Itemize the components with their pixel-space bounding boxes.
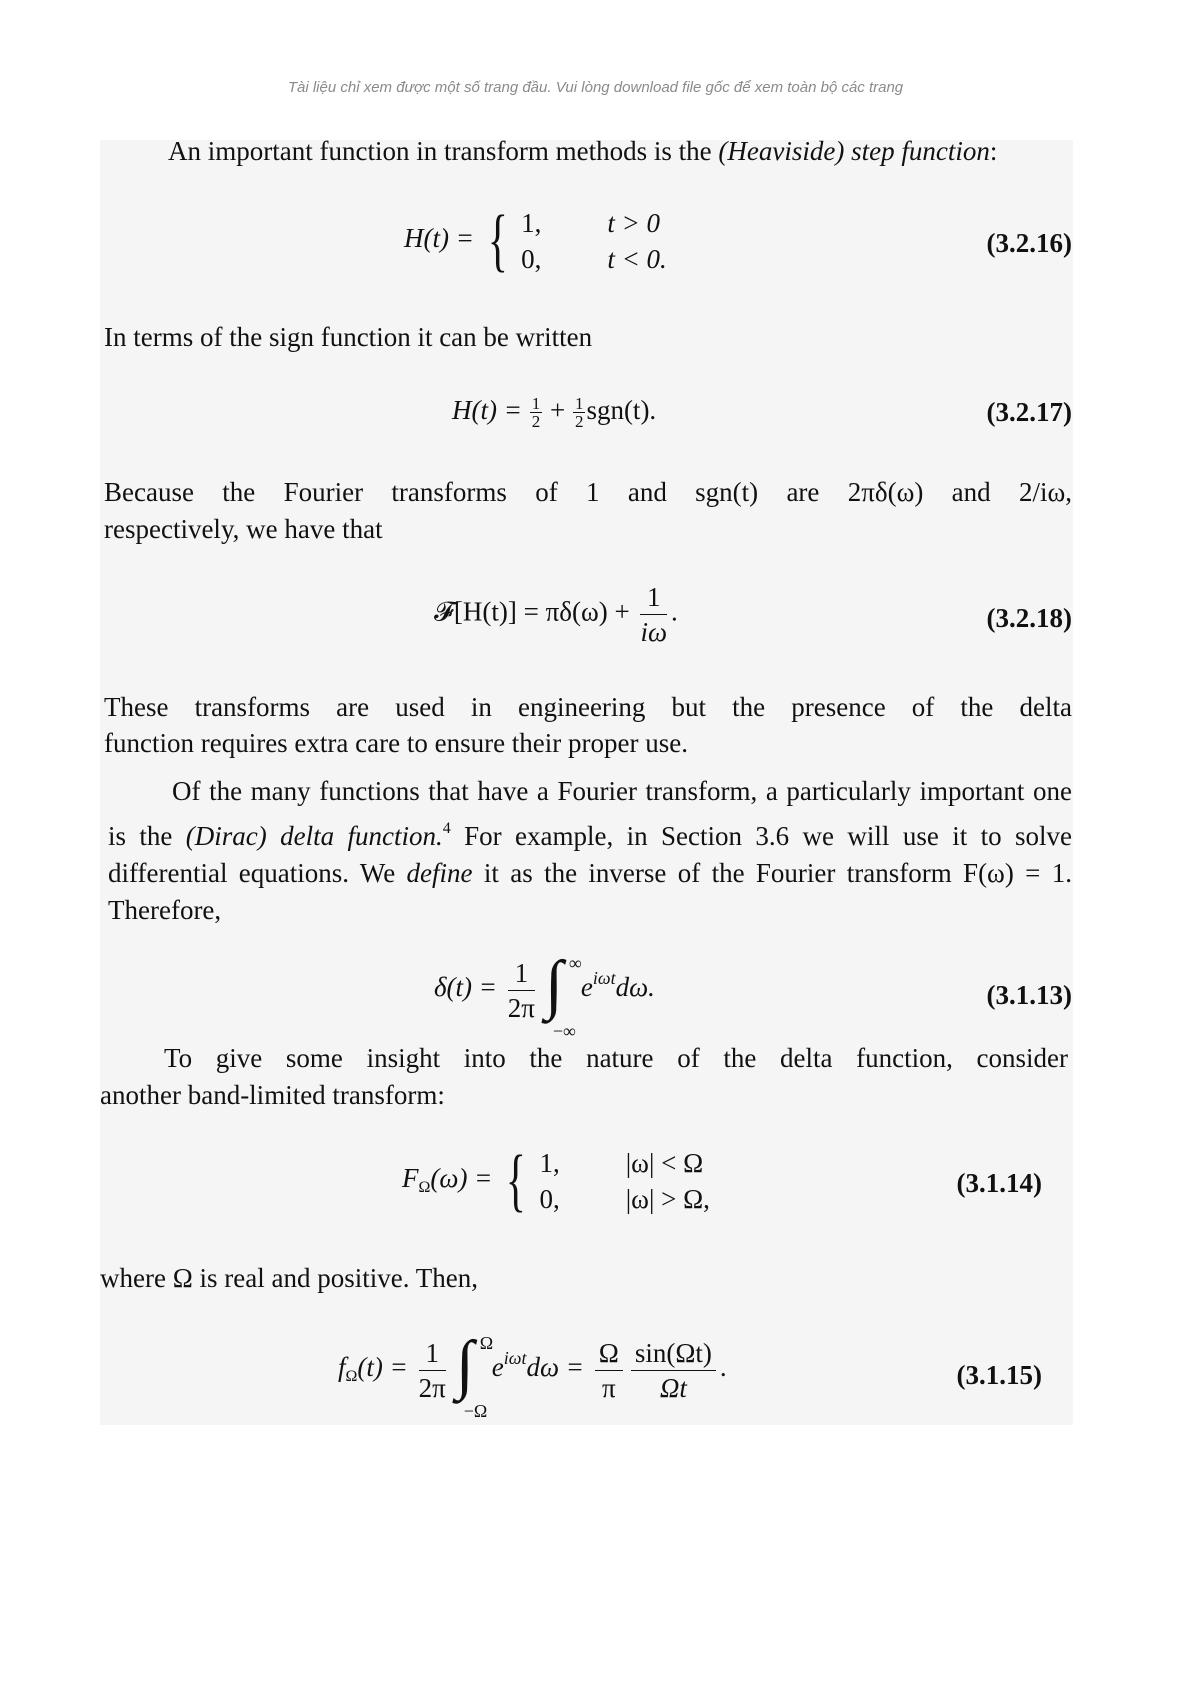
numerator: 1 <box>419 1336 446 1371</box>
numerator: Ω <box>595 1336 623 1371</box>
numerator: sin(Ωt) <box>631 1336 716 1371</box>
equation-number: (3.2.16) <box>986 228 1072 258</box>
paragraph-insight-cont <box>100 1077 1068 1114</box>
preview-notice: Tài liệu chỉ xem được một số trang đầu. Vui lòng download file gốc để xem toàn bộ các trang <box>287 79 904 96</box>
integrand: e <box>491 1352 504 1383</box>
cases <box>540 1145 728 1217</box>
numerator: 1 <box>508 956 535 991</box>
text: These transforms are used in engineering but the presence of the delta <box>104 692 1072 722</box>
integrand: e <box>580 972 593 1003</box>
eq-lhs: H(t) = <box>404 223 481 254</box>
fraction <box>631 1336 716 1405</box>
text: Because the Fourier transforms of 1 and sgn(t) are 2πδ(ω) and 2/iω, <box>104 477 1072 507</box>
subscript: Ω <box>418 1179 431 1197</box>
numerator: 1 <box>574 394 584 414</box>
eq-lhs: δ(t) = <box>434 972 504 1003</box>
text: For example, in Section 3.6 we will use it to solve differential equations. We <box>108 821 1072 888</box>
case-condition: t > 0 <box>607 208 661 238</box>
equation-3-1-13 <box>104 948 1072 1045</box>
term-dirac-delta: (Dirac) delta function. <box>185 821 443 851</box>
fraction-half <box>573 395 586 430</box>
paragraph-omega <box>100 1260 1068 1297</box>
eq-lhs: F <box>402 1163 419 1194</box>
equation-3-2-16 <box>104 202 1072 285</box>
equation-number: (3.2.18) <box>986 603 1072 633</box>
cases <box>521 205 685 277</box>
denominator: 2π <box>507 992 535 1023</box>
lower-limit: −∞ <box>552 1021 576 1041</box>
period: . <box>671 596 678 627</box>
equation-number: (3.1.13) <box>986 980 1072 1010</box>
eq-lhs: (ω) = <box>430 1163 500 1194</box>
paragraph-fourier-transforms-cont <box>104 511 1072 548</box>
emphasis-define: define <box>406 858 473 888</box>
integral <box>450 1328 494 1421</box>
case-condition: |ω| > Ω, <box>625 1184 710 1214</box>
equation-3-2-18 <box>104 580 1072 660</box>
term-heaviside: (Heaviside) step function <box>718 136 990 166</box>
fraction <box>508 956 535 1025</box>
differential: dω = <box>526 1352 591 1383</box>
eq-lhs: H(t) = <box>452 395 529 425</box>
footnote-marker: 4 <box>442 820 451 837</box>
integral-sign: ∫ <box>455 1328 474 1401</box>
period: . <box>719 1352 727 1383</box>
fraction-half <box>530 395 543 430</box>
exponent: iωt <box>592 968 616 989</box>
case-value: 1, <box>539 1148 560 1178</box>
differential: dω. <box>615 972 655 1003</box>
eq-lhs: 𝓕[H(t)] = πδ(ω) + <box>434 596 637 627</box>
text: In terms of the sign function it can be written <box>104 322 593 352</box>
exponent: iωt <box>503 1348 527 1369</box>
fraction <box>419 1336 446 1405</box>
denominator: 2 <box>531 412 541 432</box>
paragraph-fourier-transforms <box>104 474 1072 511</box>
paragraph-insight <box>100 1040 1068 1077</box>
text: another band-limited transform: <box>100 1080 445 1110</box>
denominator: iω <box>640 617 668 647</box>
denominator: Ωt <box>659 1372 687 1403</box>
equation-3-1-15 <box>100 1328 1068 1425</box>
equation-number: (3.1.15) <box>956 1360 1042 1390</box>
denominator: 2π <box>418 1372 446 1403</box>
equation-3-2-17 <box>104 394 1072 434</box>
numerator: 1 <box>531 394 541 414</box>
brace: { <box>487 202 508 279</box>
upper-limit: Ω <box>479 1333 494 1353</box>
sgn-term: sgn(t). <box>586 395 657 425</box>
integral-sign: ∫ <box>544 948 563 1021</box>
case-value: 0, <box>521 244 542 274</box>
text: where Ω is real and positive. Then, <box>100 1263 478 1293</box>
text: : <box>989 136 998 166</box>
case-condition: t < 0. <box>607 244 667 274</box>
brace: { <box>505 1142 527 1219</box>
plus: + <box>543 395 572 425</box>
text: An important function in transform methods is the <box>168 136 719 166</box>
integral <box>539 948 582 1041</box>
subscript: Ω <box>345 1368 358 1386</box>
paragraph-step-function <box>104 133 1072 170</box>
numerator: 1 <box>640 580 667 615</box>
lower-limit: −Ω <box>463 1401 488 1421</box>
text: Of the many functions that have a Fourier transform, a particularly important one is the <box>108 776 1072 851</box>
eq-lhs: (t) = <box>357 1352 415 1383</box>
upper-limit: ∞ <box>568 953 582 973</box>
paragraph-dirac-delta <box>108 773 1072 929</box>
text: function requires extra care to ensure their proper use. <box>104 728 688 758</box>
case-condition: |ω| < Ω <box>625 1148 704 1178</box>
text: it as the inverse of the Fourier transform F(ω) = 1. Therefore, <box>108 858 1072 925</box>
denominator: 2 <box>574 412 584 432</box>
equation-3-1-14 <box>100 1142 1068 1225</box>
paragraph-engineering-cont <box>104 725 1072 762</box>
eq-lhs: f <box>338 1352 346 1383</box>
case-value: 0, <box>539 1184 560 1214</box>
paragraph-engineering <box>104 689 1072 726</box>
fraction <box>640 580 667 649</box>
case-value: 1, <box>521 208 542 238</box>
text: respectively, we have that <box>104 514 383 544</box>
text: To give some insight into the nature of the delta function, consider <box>164 1043 1068 1073</box>
paragraph-sign-function <box>104 319 1072 356</box>
equation-number: (3.2.17) <box>986 397 1072 427</box>
denominator: π <box>601 1372 616 1403</box>
fraction <box>595 1336 623 1405</box>
equation-number: (3.1.14) <box>956 1168 1042 1198</box>
